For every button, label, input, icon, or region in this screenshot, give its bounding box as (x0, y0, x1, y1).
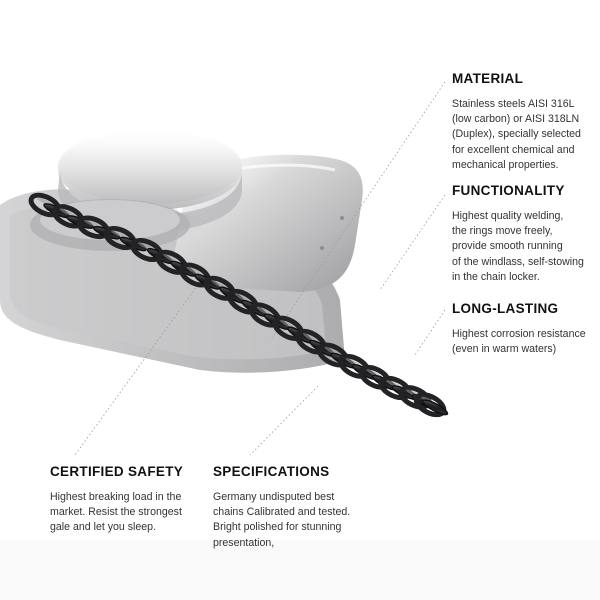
feature-title-material: MATERIAL (452, 71, 524, 86)
feature-specifications (213, 464, 378, 551)
feature-text-long-lasting: Highest corrosion resistance (even in warm waters) (452, 328, 586, 356)
feature-text-certified-safety: Highest breaking load in the market. Resist the strongest gale and let you sleep. (50, 491, 182, 534)
feature-text-functionality: Highest quality welding, the rings move freely, provide smooth running of the windlass, self-stowing in the chain locker. (452, 210, 584, 283)
feature-title-specifications: SPECIFICATIONS (213, 464, 330, 479)
feature-title-long-lasting: LONG-LASTING (452, 301, 559, 316)
feature-title-functionality: FUNCTIONALITY (452, 183, 565, 198)
feature-functionality (452, 183, 600, 285)
feature-text-material: Stainless steels AISI 316L (low carbon) or AISI 318LN (Duplex), specially selected for excellent chemical and mechanical properties. (452, 98, 581, 171)
feature-text-specifications: Germany undisputed best chains Calibrated and tested. Bright polished for stunning presentation, (213, 491, 351, 549)
feature-long-lasting (452, 301, 600, 357)
feature-material (452, 71, 600, 173)
feature-title-certified-safety: CERTIFIED SAFETY (50, 464, 184, 479)
windlass-graphic (0, 0, 380, 373)
feature-certified-safety (50, 464, 200, 536)
